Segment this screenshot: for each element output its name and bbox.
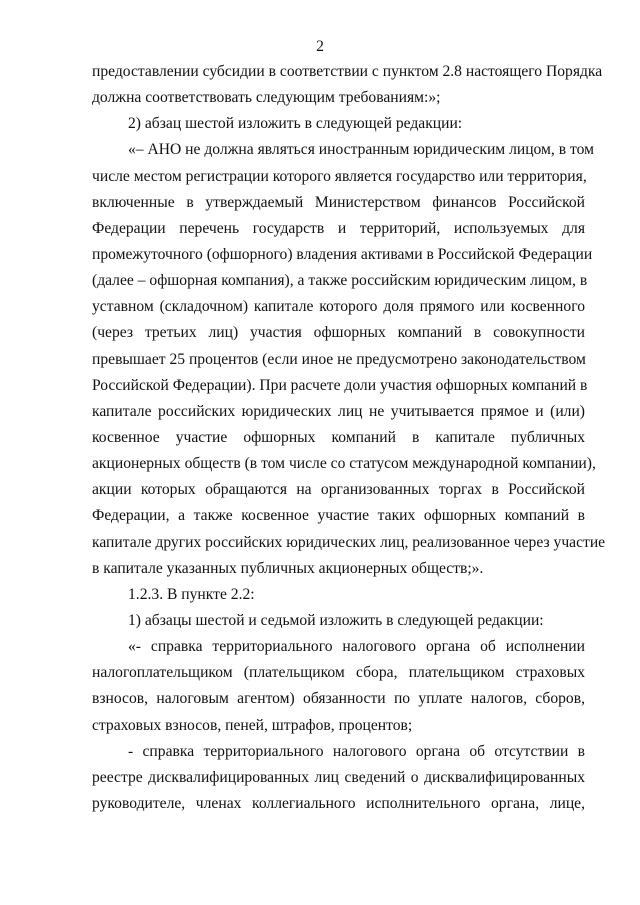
text-line: должна соответствовать следующим требованиям:»; bbox=[92, 89, 441, 107]
text-line: промежуточного (офшорного) владения активами в Российской Федерации bbox=[92, 245, 593, 263]
text-line: «– АНО не должна являться иностранным юридическим лицом, в том bbox=[128, 141, 594, 159]
text-line: Федерации, а также косвенное участие таких офшорных компаний в bbox=[92, 507, 585, 525]
text-line: страховых взносов, пеней, штрафов, процентов; bbox=[92, 716, 413, 734]
text-line: 1.2.3. В пункте 2.2: bbox=[128, 585, 255, 603]
text-line: превышает 25 процентов (если иное не предусмотрено законодательством bbox=[92, 350, 586, 368]
text-line: реестре дисквалифицированных лиц сведений о дисквалифицированных bbox=[92, 768, 585, 786]
text-line: уставном (складочном) капитале которого доля прямого или косвенного bbox=[92, 298, 585, 316]
text-line: акции которых обращаются на организованных торгах в Российской bbox=[92, 481, 585, 499]
text-line: руководителе, членах коллегиального исполнительного органа, лице, bbox=[92, 794, 585, 812]
text-line: капитале других российских юридических лиц, реализованное через участие bbox=[92, 533, 606, 551]
text-line: 1) абзацы шестой и седьмой изложить в следующей редакции: bbox=[128, 611, 544, 629]
text-line: числе местом регистрации которого является государство или территория, bbox=[92, 167, 587, 185]
text-line: включенные в утверждаемый Министерством финансов Российской bbox=[92, 193, 585, 211]
text-line: в капитале указанных публичных акционерных обществ;». bbox=[92, 559, 484, 577]
text-line: косвенное участие офшорных компаний в капитале публичных bbox=[92, 428, 585, 446]
page-number: 2 bbox=[316, 38, 324, 55]
text-line: Федерации перечень государств и территорий, используемых для bbox=[92, 219, 585, 237]
text-line: взносов, налоговым агентом) обязанности по уплате налогов, сборов, bbox=[92, 690, 585, 708]
text-line: капитале российских юридических лиц не учитывается прямое и (или) bbox=[92, 402, 585, 420]
document-body bbox=[92, 59, 606, 817]
text-line: (далее – офшорная компания), а также российским юридическим лицом, в bbox=[92, 272, 588, 290]
text-line: 2) абзац шестой изложить в следующей редакции: bbox=[128, 115, 463, 133]
text-line: - справка территориального налогового органа об отсутствии в bbox=[128, 742, 585, 760]
text-line: «- справка территориального налогового органа об исполнении bbox=[128, 638, 585, 656]
text-line: Российской Федерации). При расчете доли участия офшорных компаний в bbox=[92, 376, 588, 394]
text-line: (через третьих лиц) участия офшорных компаний в совокупности bbox=[92, 324, 585, 342]
text-line: предоставлении субсидии в соответствии с пунктом 2.8 настоящего Порядка bbox=[92, 63, 603, 80]
text-line: налогоплательщиком (плательщиком сбора, плательщиком страховых bbox=[92, 664, 585, 682]
text-line: акционерных обществ (в том числе со статусом международной компании), bbox=[92, 455, 596, 473]
